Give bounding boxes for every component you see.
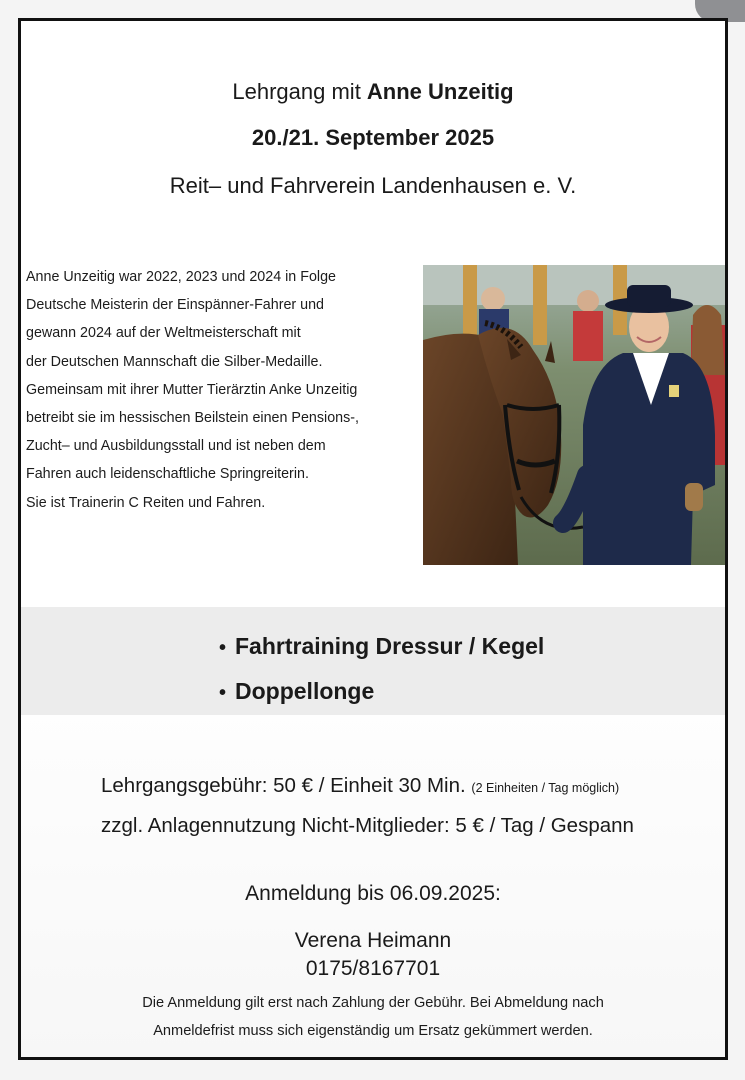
trainer-bio <box>26 263 416 517</box>
bio-line: Sie ist Trainerin C Reiten und Fahren. <box>26 494 266 511</box>
bio-line: Fahren auch leidenschaftliche Springreiterin. <box>26 466 309 483</box>
course-title: Lehrgang mit Anne Unzeitig <box>232 79 514 104</box>
footer-line: Anmeldefrist muss sich eigenständig um Ersatz gekümmert werden. <box>153 1023 593 1039</box>
facility-fee-line: zzgl. Anlagennutzung Nicht-Mitglieder: 5 € / Tag / Gespann <box>101 814 634 837</box>
trainer-photo <box>423 265 725 565</box>
bio-line: betreibt sie im hessischen Beilstein einen Pensions-, <box>26 410 359 427</box>
club-name: Reit– und Fahrverein Landenhausen e. V. <box>169 173 577 198</box>
training-item: • Fahrtraining Dressur / Kegel <box>219 625 544 670</box>
fee-line: Lehrgangsgebühr: 50 € / Einheit 30 Min. (2 Einheiten / Tag möglich) <box>101 774 620 797</box>
bullet-icon: • <box>219 682 227 704</box>
contact-phone: 0175/8167701 <box>305 957 441 980</box>
bio-line: Gemeinsam mit ihrer Mutter Tierärztin Anke Unzeitig <box>26 381 358 398</box>
flyer-header <box>21 77 725 201</box>
bio-line: Anne Unzeitig war 2022, 2023 und 2024 in Folge <box>26 269 336 285</box>
bio-line: gewann 2024 auf der Weltmeisterschaft mit <box>26 325 301 342</box>
registration-deadline: Anmeldung bis 06.09.2025: <box>245 882 501 905</box>
bio-line: Deutsche Meisterin der Einspänner-Fahrer und <box>26 297 325 314</box>
training-list <box>219 625 544 715</box>
bio-line: der Deutschen Mannschaft die Silber-Medaille. <box>26 353 323 370</box>
bullet-icon: • <box>219 637 227 659</box>
registration-info <box>21 879 725 983</box>
course-date: 20./21. September 2025 <box>251 125 495 150</box>
flyer-page <box>18 18 728 1060</box>
footer-line: Die Anmeldung gilt erst nach Zahlung der Gebühr. Bei Abmeldung nach <box>142 995 604 1011</box>
fee-info <box>101 767 634 845</box>
fee-note: (2 Einheiten / Tag möglich) <box>471 781 620 795</box>
bio-line: Zucht– und Ausbildungsstall und ist neben dem <box>26 438 326 455</box>
trainer-name: Anne Unzeitig <box>366 79 514 104</box>
contact-name: Verena Heimann <box>294 929 452 952</box>
training-band <box>21 607 725 715</box>
training-item: • Doppellonge <box>219 670 544 715</box>
footer-note <box>21 989 725 1045</box>
